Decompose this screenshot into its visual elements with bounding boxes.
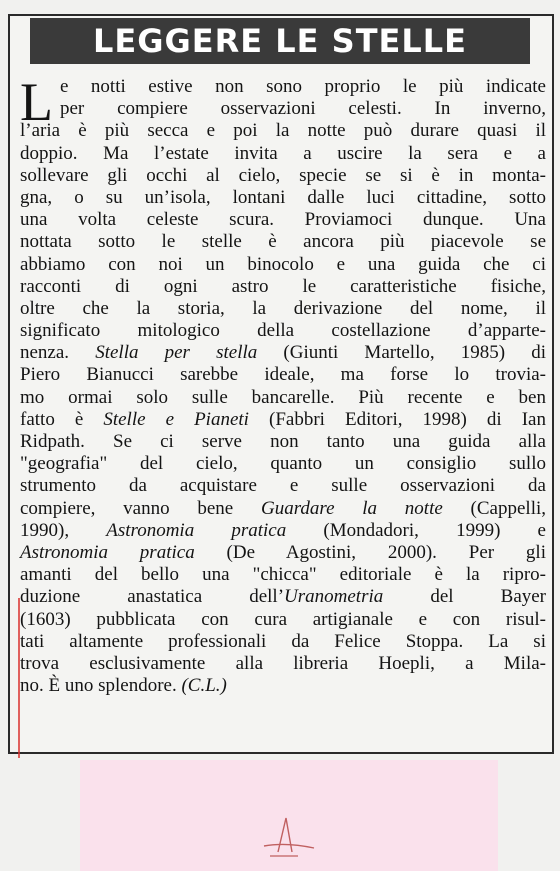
- article-line: [20, 209, 546, 231]
- text-run: duzione anastatica dell’: [20, 586, 285, 608]
- article-line: [20, 387, 546, 409]
- article-line: [20, 564, 546, 586]
- article-line: [20, 120, 546, 142]
- article-line: [20, 165, 546, 187]
- text-run: fatto è: [20, 408, 104, 430]
- text-run: no. È uno splendore.: [20, 675, 182, 697]
- text-run: Piero Bianucci sarebbe ideale, ma forse lo trovia-: [20, 364, 546, 386]
- book-title: Stelle e Pianeti: [103, 408, 249, 430]
- article-line: [20, 254, 546, 276]
- text-run: "geografia" del cielo, quanto un consiglio sullo: [20, 453, 546, 475]
- pink-sticky-note: [80, 760, 498, 871]
- book-title: (C.L.): [181, 675, 227, 697]
- text-run: del Bayer: [383, 586, 547, 608]
- text-run: racconti di ogni astro le caratteristiche fisiche,: [20, 275, 546, 297]
- article-line: [20, 631, 546, 653]
- article-line: [20, 98, 546, 120]
- article-line: [20, 475, 546, 497]
- article-line: [20, 498, 546, 520]
- text-run: (Mondadori, 1999) e: [286, 519, 546, 541]
- text-run: oltre che la storia, la derivazione del nome, il: [20, 297, 546, 319]
- text-run: nottata sotto le stelle è ancora più piacevole se: [20, 231, 546, 253]
- article-line: [20, 609, 546, 631]
- article-line: [20, 143, 546, 165]
- text-run: nenza.: [20, 342, 96, 364]
- text-run: (1603) pubblicata con cura artigianale e con risul-: [20, 608, 546, 630]
- text-run: una volta celeste scura. Proviamoci dunque. Una: [20, 209, 546, 231]
- article-line: [20, 320, 546, 342]
- article-line: [20, 298, 546, 320]
- article-line: [20, 231, 546, 253]
- text-run: abbiamo con noi un binocolo e una guida che ci: [20, 253, 546, 275]
- text-run: Ridpath. Se ci serve non tanto una guida alla: [20, 431, 546, 452]
- article-line: [20, 409, 546, 431]
- book-title: Astronomia pratica: [20, 541, 195, 563]
- article-body: [20, 72, 547, 697]
- text-run: (Giunti Martello, 1985) di: [257, 342, 546, 364]
- article-line: [20, 276, 546, 298]
- book-title: Guardare la notte: [260, 497, 443, 519]
- text-run: per compiere osservazioni celesti. In inverno,: [60, 98, 546, 120]
- text-run: (Fabbri Editori, 1998) di Ian: [248, 408, 546, 430]
- text-run: mo ormai solo sulle bancarelle. Più recente e ben: [20, 386, 546, 408]
- article-line: [20, 653, 546, 675]
- book-title: Astronomia pratica: [106, 519, 287, 541]
- text-run: tati altamente professionali da Felice Stoppa. La si: [20, 630, 546, 652]
- drop-cap: L: [20, 72, 53, 132]
- pencil-doodle: [260, 812, 320, 864]
- text-run: e notti estive non sono proprio le più indicate: [60, 76, 546, 97]
- article-line: [20, 453, 546, 475]
- article-line: [20, 586, 546, 608]
- article-line: [20, 342, 546, 364]
- article-line: [20, 76, 546, 98]
- newspaper-clipping: [8, 14, 554, 754]
- book-title: Uranometria: [284, 586, 384, 608]
- headline-banner: [30, 18, 530, 64]
- article-line: [20, 364, 546, 386]
- text-run: significato mitologico della costellazione d’apparte-: [20, 320, 546, 342]
- article-line: [20, 542, 546, 564]
- text-run: (Cappelli,: [442, 497, 546, 519]
- text-run: doppio. Ma l’estate invita a uscire la sera e a: [20, 142, 546, 164]
- text-run: compiere, vanno bene: [20, 497, 261, 519]
- article-line: [20, 431, 546, 453]
- text-run: strumento da acquistare e sulle osservazioni da: [20, 475, 546, 497]
- text-run: l’aria è più secca e poi la notte può durare quasi il: [20, 120, 546, 142]
- article-line: [20, 187, 546, 209]
- red-pen-mark: [18, 598, 20, 758]
- text-run: amanti del bello una "chicca" editoriale è la ripro-: [20, 564, 546, 586]
- text-run: 1990),: [20, 519, 107, 541]
- text-run: trova esclusivamente alla libreria Hoepli, a Mila-: [20, 652, 546, 674]
- book-title: Stella per stella: [95, 342, 258, 364]
- text-run: gna, o su un’isola, lontani dalle luci cittadine, sotto: [20, 186, 546, 208]
- text-run: sollevare gli occhi al cielo, specie se si è in monta-: [20, 164, 546, 186]
- article-line: [20, 520, 546, 542]
- article-line: [20, 675, 546, 697]
- headline: LEGGERE LE STELLE: [92, 22, 468, 60]
- text-run: (De Agostini, 2000). Per gli: [194, 541, 546, 563]
